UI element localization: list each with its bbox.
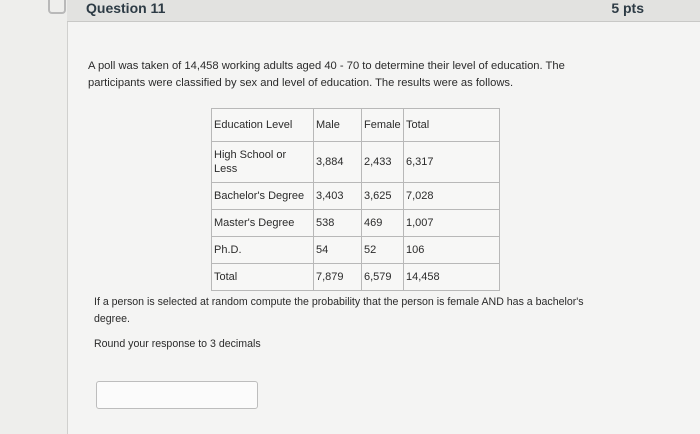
table-cell: 1,007 <box>404 210 500 237</box>
question-task: If a person is selected at random compute the probability that the person is female AND has a bachelor's degree. <box>94 296 584 325</box>
table-row <box>212 210 500 237</box>
table-cell: 14,458 <box>404 264 500 291</box>
bookmark-icon[interactable] <box>48 0 66 14</box>
table-cell: 7,879 <box>314 264 362 291</box>
question-prompt: A poll was taken of 14,458 working adults aged 40 - 70 to determine their level of education. The participants were classified by sex and level of education. The results were as follows. <box>88 60 565 89</box>
table-cell: 6,317 <box>404 142 500 183</box>
question-points: 5 pts <box>611 0 644 16</box>
question-title: Question 11 <box>86 0 166 16</box>
table-cell: Total <box>212 264 314 291</box>
rounding-instruction: Round your response to 3 decimals <box>94 338 261 350</box>
table-header-cell: Education Level <box>212 109 314 142</box>
table-header-cell: Male <box>314 109 362 142</box>
table-cell: 3,403 <box>314 183 362 210</box>
table-header-cell: Female <box>362 109 404 142</box>
table-row <box>212 183 500 210</box>
table-header-cell: Total <box>404 109 500 142</box>
table-cell: 52 <box>362 237 404 264</box>
table-cell: 3,625 <box>362 183 404 210</box>
table-header-row <box>212 109 500 142</box>
table-row <box>212 142 500 183</box>
table-cell: Bachelor's Degree <box>212 183 314 210</box>
table-cell: 6,579 <box>362 264 404 291</box>
table-cell: Master's Degree <box>212 210 314 237</box>
table-cell: 54 <box>314 237 362 264</box>
table-cell: 469 <box>362 210 404 237</box>
table-cell: 7,028 <box>404 183 500 210</box>
table-cell: 106 <box>404 237 500 264</box>
education-table <box>211 108 500 291</box>
table-cell: High School or Less <box>212 142 314 183</box>
question-body <box>67 22 700 434</box>
table-cell: 3,884 <box>314 142 362 183</box>
table-row <box>212 264 500 291</box>
question-header <box>67 0 700 22</box>
table-cell: 538 <box>314 210 362 237</box>
answer-input[interactable] <box>96 381 258 409</box>
table-cell: 2,433 <box>362 142 404 183</box>
table-row <box>212 237 500 264</box>
table-cell: Ph.D. <box>212 237 314 264</box>
